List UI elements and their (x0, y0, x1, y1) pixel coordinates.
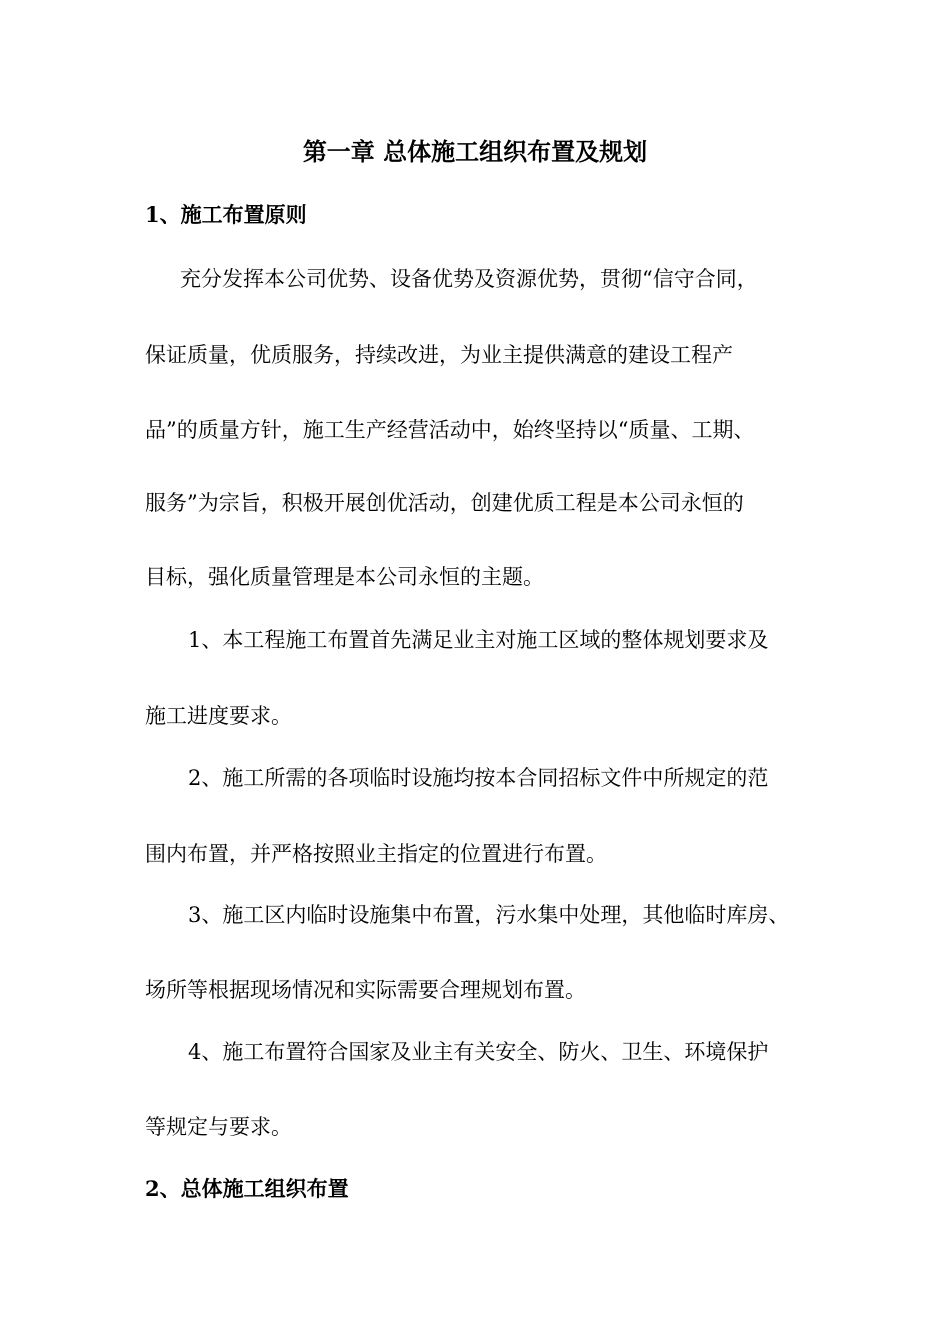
list-item-line: 1、本工程施工布置首先满足业主对施工区域的整体规划要求及 (188, 628, 769, 652)
list-item-line: 施工进度要求。 (145, 704, 292, 728)
chapter-title: 第一章 总体施工组织布置及规划 (302, 137, 648, 166)
list-item-line: 等规定与要求。 (145, 1115, 292, 1139)
section-heading-2: 2、总体施工组织布置 (145, 1176, 349, 1201)
list-item-line: 围内布置，并严格按照业主指定的位置进行布置。 (145, 842, 607, 866)
paragraph-line: 目标，强化质量管理是本公司永恒的主题。 (145, 565, 544, 589)
section-heading-1: 1、施工布置原则 (145, 202, 307, 227)
paragraph-line: 品”的质量方针，施工生产经营活动中，始终坚持以“质量、工期、 (145, 418, 755, 442)
paragraph-line: 充分发挥本公司优势、设备优势及资源优势，贯彻“信守合同， (180, 267, 758, 291)
paragraph-line: 服务”为宗旨，积极开展创优活动，创建优质工程是本公司永恒的 (145, 491, 744, 515)
list-item-line: 3、施工区内临时设施集中布置，污水集中处理，其他临时库房、 (188, 903, 790, 927)
paragraph-line: 保证质量，优质服务，持续改进，为业主提供满意的建设工程产 (145, 343, 733, 367)
list-item-line: 4、施工布置符合国家及业主有关安全、防火、卫生、环境保护 (188, 1040, 769, 1064)
list-item-line: 场所等根据现场情况和实际需要合理规划布置。 (145, 978, 586, 1002)
list-item-line: 2、施工所需的各项临时设施均按本合同招标文件中所规定的范 (188, 766, 769, 790)
